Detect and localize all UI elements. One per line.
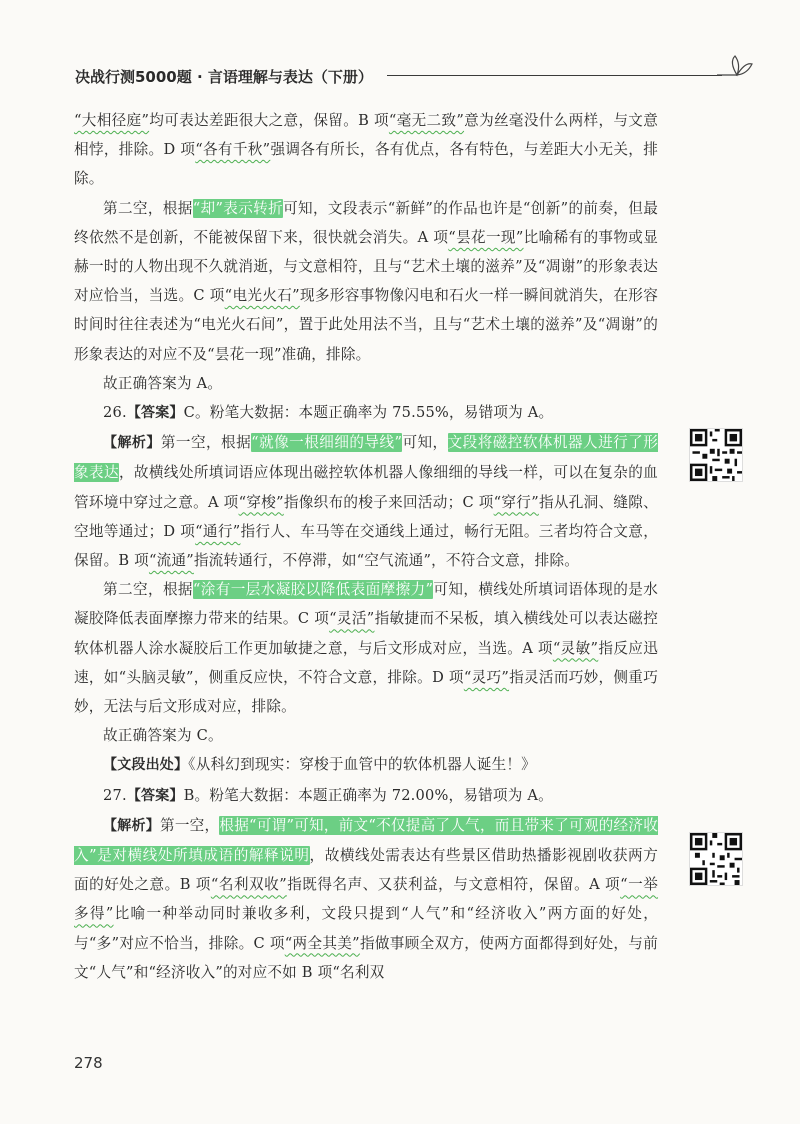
term: “电光火石” — [224, 287, 300, 305]
text: 第一空， — [160, 816, 220, 834]
term: “各有千秋” — [195, 141, 271, 159]
text: 指从孔洞、缝隙、空地等通过；D 项 — [74, 493, 658, 540]
text: 现多形容事物像闪电和石火一样一瞬间就消失，在形容时间时往往表述为“电光火石间”，置于此处用法不当，且与“艺术土壤的滋养”及“凋谢”的形象表达的对应不及“昙花一现”准确，排除。 — [74, 287, 658, 363]
highlight: “涂有一层水凝胶以降低表面摩擦力” — [192, 581, 434, 599]
source-tag: 【文段出处】 — [103, 757, 189, 774]
header-rule — [387, 75, 722, 76]
text: 指敏捷而不呆板，填入横线处可以表达磁控软体机器人涂水凝胶后工作更加敏捷之意，与后文形成对应，当选。A 项 — [74, 610, 658, 657]
text: 第一空，根据 — [160, 434, 252, 452]
term: “昙花一现” — [448, 228, 524, 246]
term: “流通” — [148, 552, 194, 570]
highlight: 文段将磁控软体机器人进行了形象表达 — [74, 434, 659, 482]
paragraph-8 — [74, 811, 658, 987]
qr-code-icon[interactable] — [689, 832, 743, 886]
answer-tag-label: 答案 — [141, 787, 170, 804]
text: 第二空，根据 — [103, 581, 193, 599]
term: “灵巧” — [463, 668, 510, 686]
text: 指流转通行，不停滞，如“空气流通”，不符合文意，排除。 — [193, 552, 580, 570]
text: 指灵活而巧妙，侧重巧妙，无法与后文形成对应，排除。 — [74, 668, 658, 716]
source-line — [74, 750, 658, 780]
page-content — [74, 106, 658, 987]
book-title: 决战行测5000题 · 言语理解与表达（下册） — [75, 68, 373, 86]
highlight: “却”表示转折 — [192, 199, 284, 217]
text: 指既得名声、又获利益，与文意相符，保留。A 项 — [286, 876, 621, 894]
text: 意为丝毫没什么两样，与文意相悖，排除。D 项 — [74, 112, 658, 159]
paragraph-1 — [74, 106, 658, 194]
analysis-tag: 【解析】 — [103, 817, 160, 834]
text: 比喻稀有的事物或显赫一时的人物出现不久就消逝，与文意相符，且与“艺术土壤的滋养”及“凋谢”的形象表达对应恰当，当选。C 项 — [74, 228, 658, 305]
question-27-answer — [74, 781, 658, 811]
page-number: 278 — [74, 1054, 103, 1072]
term: “穿梭” — [238, 493, 284, 511]
leaf-sprout-icon — [715, 50, 755, 90]
text: ，故横线处需表达有些景区借助热播影视剧收获两方面的好处之意。B 项 — [74, 847, 658, 894]
term: “大相径庭” — [74, 112, 150, 129]
page-header — [75, 58, 755, 98]
answer-line-26: 故正确答案为 C。 — [103, 727, 223, 745]
text: 可知，文段表示“新鲜”的作品也许是“创新”的前奏，但最终依然不是创新，不能被保留下来，很快就会消失。A 项 — [74, 199, 659, 246]
question-26-answer — [74, 398, 658, 428]
text: 指行人、车马等在交通线上通过，畅行无阻。三者均符合文意，保留。B 项 — [74, 522, 658, 570]
highlight: 根据“可谓”可知，前文“不仅提高了人气，而且带来了可观的经济收入”是对横线处所填成语的解释说明 — [74, 816, 658, 865]
term: “灵敏” — [552, 639, 599, 657]
highlight: “就像一根细细的导线” — [251, 434, 403, 452]
text: 可知，横线处所填词语体现的是水凝胶降低表面摩擦力带来的结果。C 项 — [74, 581, 658, 628]
text: ，故横线处所填词语应体现出磁控软体机器人像细细的导线一样，可以在复杂的血管环境中穿过之意。A 项 — [74, 464, 658, 511]
text: 强调各有所长，各有优点，各有特色，与差距大小无关，排除。 — [74, 141, 659, 188]
term: “穿行” — [493, 493, 539, 511]
answer-text: B。粉笔大数据：本题正确率为 72.00%，易错项为 A。 — [183, 786, 553, 804]
text: 均可表达差距很大之意，保留。B 项 — [149, 112, 389, 129]
source-tag-label: 文段出处 — [117, 757, 175, 774]
analysis-tag: 【解析】 — [103, 435, 161, 452]
answer-text: C。粉笔大数据：本题正确率为 75.55%，易错项为 A。 — [183, 404, 554, 422]
source-text: 《从科幻到现实：穿梭于血管中的软体机器人诞生！》 — [188, 756, 536, 774]
paragraph-5 — [74, 575, 658, 721]
qr-code-icon[interactable] — [689, 428, 743, 482]
term: “一举多得” — [74, 876, 659, 923]
paragraph-2 — [74, 194, 658, 369]
paragraph-4 — [74, 428, 658, 575]
answer-tag-label: 答案 — [141, 405, 170, 422]
text: 第二空，根据 — [103, 199, 193, 217]
answer-line-25: 故正确答案为 A。 — [103, 374, 223, 392]
text: 比喻一种举动同时兼收多利，文段只提到“人气”和“经济收入”两方面的好处，与“多”对应不恰当，排除。C 项 — [74, 905, 659, 952]
text: 指反应迅速，如“头脑灵敏”，侧重反应快，不符合文意，排除。D 项 — [74, 639, 658, 686]
text: 可知， — [402, 434, 448, 452]
question-number: 27. — [103, 786, 127, 804]
question-number: 26. — [103, 404, 127, 422]
text: 指做事顾全双方，使两方面都得到好处，与前文“人气”和“经济收入”的对应不如 B 项“名利双 — [74, 934, 658, 981]
term: “通行” — [195, 522, 241, 540]
answer-tag: 【答案】 — [126, 405, 184, 422]
analysis-tag-label: 解析 — [117, 435, 147, 452]
answer-tag: 【答案】 — [126, 787, 184, 804]
term: “两全其美” — [284, 934, 360, 952]
term: “灵活” — [329, 610, 375, 628]
analysis-tag-label: 解析 — [117, 817, 146, 834]
term: “名利双收” — [210, 876, 287, 894]
text: 指像织布的梭子来回活动；C 项 — [283, 493, 494, 511]
term: “毫无二致” — [388, 112, 465, 129]
